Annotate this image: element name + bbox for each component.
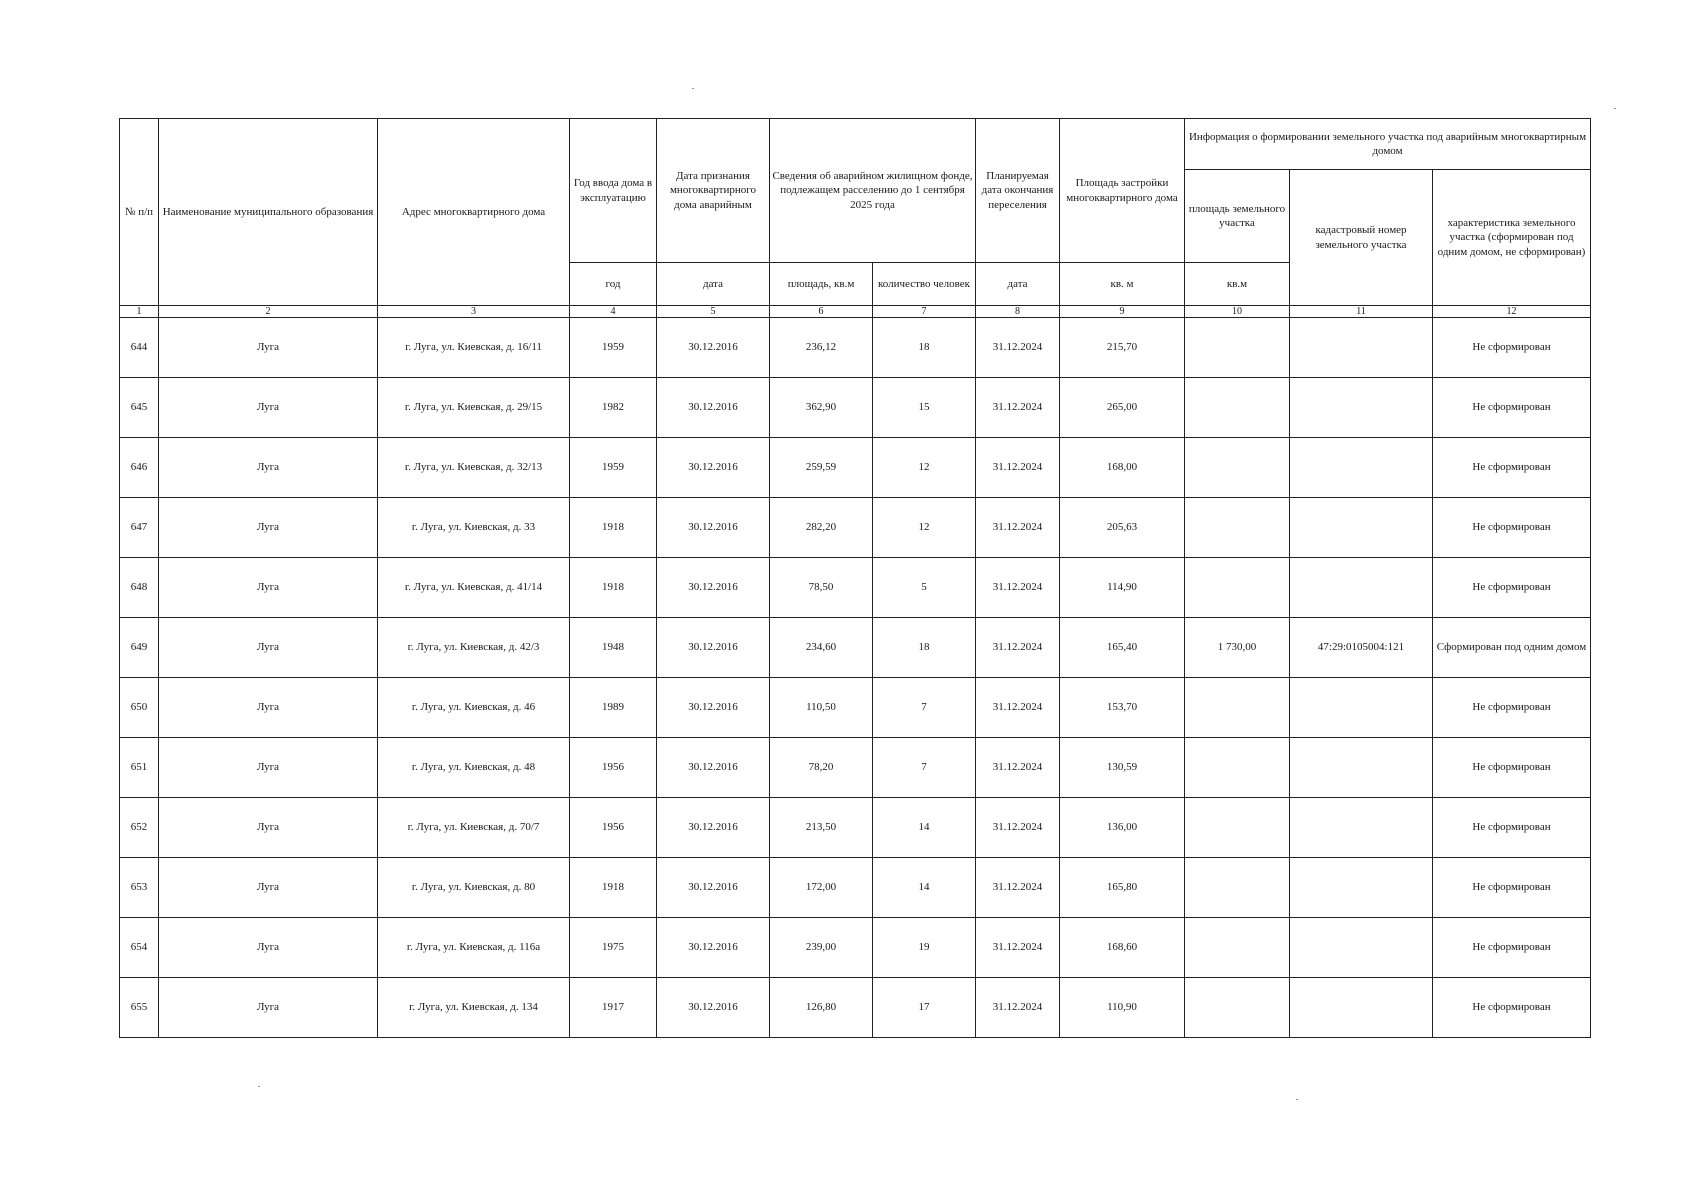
cell-people: 7	[873, 738, 976, 798]
cell-land-area	[1185, 318, 1290, 378]
cell-planned-date: 31.12.2024	[976, 738, 1060, 798]
cell-municipality: Луга	[159, 558, 378, 618]
scan-speck	[258, 1086, 260, 1087]
cell-land-area	[1185, 918, 1290, 978]
header-date-unsafe: Дата признания многоквартирного дома аварийным	[657, 119, 770, 263]
cell-year-built: 1948	[570, 618, 657, 678]
cell-land-area	[1185, 498, 1290, 558]
cell-address: г. Луга, ул. Киевская, д. 33	[378, 498, 570, 558]
table-row	[120, 798, 1591, 858]
cell-building-area: 165,80	[1060, 858, 1185, 918]
cell-address: г. Луга, ул. Киевская, д. 116а	[378, 918, 570, 978]
cell-idx: 646	[120, 438, 159, 498]
cell-year-built: 1918	[570, 498, 657, 558]
cell-date-unsafe: 30.12.2016	[657, 318, 770, 378]
column-number: 11	[1290, 306, 1433, 318]
cell-land-status: Не сформирован	[1433, 858, 1591, 918]
cell-planned-date: 31.12.2024	[976, 438, 1060, 498]
header-relocation-group: Сведения об аварийном жилищном фонде, подлежащем расселению до 1 сентября 2025 года	[770, 119, 976, 263]
cell-land-area	[1185, 798, 1290, 858]
cell-address: г. Луга, ул. Киевская, д. 46	[378, 678, 570, 738]
cell-area: 282,20	[770, 498, 873, 558]
column-number: 4	[570, 306, 657, 318]
column-number: 3	[378, 306, 570, 318]
table-row	[120, 318, 1591, 378]
cell-people: 15	[873, 378, 976, 438]
cell-building-area: 110,90	[1060, 978, 1185, 1038]
table-row	[120, 558, 1591, 618]
cell-cadastral	[1290, 798, 1433, 858]
cell-year-built: 1918	[570, 558, 657, 618]
cell-people: 18	[873, 618, 976, 678]
table-body	[120, 318, 1591, 1038]
cell-address: г. Луга, ул. Киевская, д. 29/15	[378, 378, 570, 438]
column-number: 12	[1433, 306, 1591, 318]
emergency-housing-table	[119, 118, 1591, 1038]
cell-planned-date: 31.12.2024	[976, 378, 1060, 438]
cell-date-unsafe: 30.12.2016	[657, 498, 770, 558]
cell-land-area	[1185, 678, 1290, 738]
cell-cadastral	[1290, 978, 1433, 1038]
cell-planned-date: 31.12.2024	[976, 558, 1060, 618]
cell-address: г. Луга, ул. Киевская, д. 80	[378, 858, 570, 918]
table-header	[120, 119, 1591, 318]
scan-speck	[1614, 108, 1616, 109]
cell-municipality: Луга	[159, 438, 378, 498]
cell-year-built: 1918	[570, 858, 657, 918]
cell-cadastral	[1290, 498, 1433, 558]
cell-people: 5	[873, 558, 976, 618]
cell-municipality: Луга	[159, 738, 378, 798]
header-idx: № п/п	[120, 119, 159, 306]
cell-date-unsafe: 30.12.2016	[657, 438, 770, 498]
document-sheet	[119, 118, 1591, 1038]
cell-people: 7	[873, 678, 976, 738]
cell-building-area: 168,00	[1060, 438, 1185, 498]
cell-municipality: Луга	[159, 858, 378, 918]
cell-idx: 648	[120, 558, 159, 618]
cell-year-built: 1975	[570, 918, 657, 978]
table-row	[120, 858, 1591, 918]
cell-area: 78,50	[770, 558, 873, 618]
cell-land-status: Сформирован под одним домом	[1433, 618, 1591, 678]
cell-year-built: 1989	[570, 678, 657, 738]
cell-date-unsafe: 30.12.2016	[657, 978, 770, 1038]
cell-planned-date: 31.12.2024	[976, 858, 1060, 918]
cell-cadastral	[1290, 378, 1433, 438]
table-row	[120, 978, 1591, 1038]
cell-land-area	[1185, 858, 1290, 918]
cell-people: 18	[873, 318, 976, 378]
cell-planned-date: 31.12.2024	[976, 498, 1060, 558]
cell-land-status: Не сформирован	[1433, 558, 1591, 618]
cell-date-unsafe: 30.12.2016	[657, 618, 770, 678]
cell-municipality: Луга	[159, 498, 378, 558]
cell-date-unsafe: 30.12.2016	[657, 378, 770, 438]
cell-idx: 649	[120, 618, 159, 678]
cell-date-unsafe: 30.12.2016	[657, 678, 770, 738]
header-planned-date: Планируемая дата окончания переселения	[976, 119, 1060, 263]
cell-land-status: Не сформирован	[1433, 438, 1591, 498]
cell-address: г. Луга, ул. Киевская, д. 32/13	[378, 438, 570, 498]
cell-idx: 651	[120, 738, 159, 798]
cell-land-status: Не сформирован	[1433, 318, 1591, 378]
column-number: 10	[1185, 306, 1290, 318]
cell-land-area	[1185, 558, 1290, 618]
column-number: 5	[657, 306, 770, 318]
cell-planned-date: 31.12.2024	[976, 678, 1060, 738]
cell-date-unsafe: 30.12.2016	[657, 798, 770, 858]
column-number: 8	[976, 306, 1060, 318]
cell-idx: 653	[120, 858, 159, 918]
cell-area: 213,50	[770, 798, 873, 858]
header-municipality: Наименование муниципального образования	[159, 119, 378, 306]
cell-area: 110,50	[770, 678, 873, 738]
cell-building-area: 265,00	[1060, 378, 1185, 438]
cell-year-built: 1956	[570, 738, 657, 798]
cell-land-area	[1185, 738, 1290, 798]
cell-people: 12	[873, 498, 976, 558]
scan-speck	[1296, 1099, 1298, 1100]
cell-land-area	[1185, 378, 1290, 438]
cell-land-status: Не сформирован	[1433, 678, 1591, 738]
cell-area: 234,60	[770, 618, 873, 678]
table-row	[120, 498, 1591, 558]
cell-building-area: 168,60	[1060, 918, 1185, 978]
cell-municipality: Луга	[159, 378, 378, 438]
cell-people: 14	[873, 858, 976, 918]
unit-land-area: кв.м	[1185, 263, 1290, 306]
cell-idx: 645	[120, 378, 159, 438]
cell-land-status: Не сформирован	[1433, 798, 1591, 858]
cell-idx: 650	[120, 678, 159, 738]
cell-address: г. Луга, ул. Киевская, д. 134	[378, 978, 570, 1038]
header-year-built: Год ввода дома в эксплуатацию	[570, 119, 657, 263]
cell-building-area: 130,59	[1060, 738, 1185, 798]
cell-area: 362,90	[770, 378, 873, 438]
cell-address: г. Луга, ул. Киевская, д. 70/7	[378, 798, 570, 858]
cell-year-built: 1982	[570, 378, 657, 438]
cell-cadastral	[1290, 858, 1433, 918]
unit-year: год	[570, 263, 657, 306]
header-building-area: Площадь застройки многоквартирного дома	[1060, 119, 1185, 263]
cell-building-area: 153,70	[1060, 678, 1185, 738]
cell-land-status: Не сформирован	[1433, 498, 1591, 558]
cell-planned-date: 31.12.2024	[976, 978, 1060, 1038]
cell-area: 126,80	[770, 978, 873, 1038]
cell-land-area: 1 730,00	[1185, 618, 1290, 678]
cell-area: 259,59	[770, 438, 873, 498]
cell-land-status: Не сформирован	[1433, 738, 1591, 798]
cell-people: 19	[873, 918, 976, 978]
column-number: 9	[1060, 306, 1185, 318]
column-number: 2	[159, 306, 378, 318]
cell-land-status: Не сформирован	[1433, 918, 1591, 978]
cell-area: 239,00	[770, 918, 873, 978]
cell-land-status: Не сформирован	[1433, 378, 1591, 438]
column-number: 6	[770, 306, 873, 318]
table-row	[120, 378, 1591, 438]
cell-planned-date: 31.12.2024	[976, 318, 1060, 378]
cell-address: г. Луга, ул. Киевская, д. 42/3	[378, 618, 570, 678]
cell-municipality: Луга	[159, 618, 378, 678]
cell-year-built: 1959	[570, 438, 657, 498]
table-row	[120, 438, 1591, 498]
cell-cadastral	[1290, 738, 1433, 798]
cell-municipality: Луга	[159, 318, 378, 378]
cell-building-area: 215,70	[1060, 318, 1185, 378]
cell-date-unsafe: 30.12.2016	[657, 918, 770, 978]
header-cadastral: кадастровый номер земельного участка	[1290, 170, 1433, 306]
cell-year-built: 1959	[570, 318, 657, 378]
cell-municipality: Луга	[159, 798, 378, 858]
unit-people: количество человек	[873, 263, 976, 306]
header-address: Адрес многоквартирного дома	[378, 119, 570, 306]
cell-land-area	[1185, 978, 1290, 1038]
cell-idx: 647	[120, 498, 159, 558]
cell-area: 78,20	[770, 738, 873, 798]
cell-cadastral	[1290, 438, 1433, 498]
cell-year-built: 1956	[570, 798, 657, 858]
cell-cadastral	[1290, 678, 1433, 738]
cell-land-status: Не сформирован	[1433, 978, 1591, 1038]
cell-building-area: 205,63	[1060, 498, 1185, 558]
table-row	[120, 678, 1591, 738]
cell-area: 172,00	[770, 858, 873, 918]
cell-building-area: 114,90	[1060, 558, 1185, 618]
unit-planned-date: дата	[976, 263, 1060, 306]
cell-area: 236,12	[770, 318, 873, 378]
unit-building-area: кв. м	[1060, 263, 1185, 306]
cell-date-unsafe: 30.12.2016	[657, 738, 770, 798]
cell-building-area: 165,40	[1060, 618, 1185, 678]
cell-municipality: Луга	[159, 678, 378, 738]
cell-planned-date: 31.12.2024	[976, 918, 1060, 978]
cell-cadastral	[1290, 558, 1433, 618]
cell-planned-date: 31.12.2024	[976, 798, 1060, 858]
cell-cadastral	[1290, 918, 1433, 978]
table-row	[120, 738, 1591, 798]
unit-date: дата	[657, 263, 770, 306]
cell-people: 17	[873, 978, 976, 1038]
table-row	[120, 618, 1591, 678]
cell-people: 12	[873, 438, 976, 498]
cell-planned-date: 31.12.2024	[976, 618, 1060, 678]
scan-speck	[692, 88, 694, 89]
cell-idx: 644	[120, 318, 159, 378]
cell-idx: 654	[120, 918, 159, 978]
cell-date-unsafe: 30.12.2016	[657, 858, 770, 918]
cell-cadastral	[1290, 318, 1433, 378]
unit-area: площадь, кв.м	[770, 263, 873, 306]
header-land-group: Информация о формировании земельного участка под аварийным многоквартирным домом	[1185, 119, 1591, 170]
table-row	[120, 918, 1591, 978]
cell-land-area	[1185, 438, 1290, 498]
cell-building-area: 136,00	[1060, 798, 1185, 858]
header-land-status: характеристика земельного участка (сформирован под одним домом, не сформирован)	[1433, 170, 1591, 306]
cell-cadastral: 47:29:0105004:121	[1290, 618, 1433, 678]
cell-address: г. Луга, ул. Киевская, д. 41/14	[378, 558, 570, 618]
cell-year-built: 1917	[570, 978, 657, 1038]
cell-address: г. Луга, ул. Киевская, д. 48	[378, 738, 570, 798]
column-number-row	[120, 306, 1591, 318]
cell-date-unsafe: 30.12.2016	[657, 558, 770, 618]
cell-idx: 652	[120, 798, 159, 858]
cell-address: г. Луга, ул. Киевская, д. 16/11	[378, 318, 570, 378]
column-number: 7	[873, 306, 976, 318]
cell-idx: 655	[120, 978, 159, 1038]
column-number: 1	[120, 306, 159, 318]
cell-municipality: Луга	[159, 978, 378, 1038]
header-land-area: площадь земельного участка	[1185, 170, 1290, 263]
cell-people: 14	[873, 798, 976, 858]
cell-municipality: Луга	[159, 918, 378, 978]
